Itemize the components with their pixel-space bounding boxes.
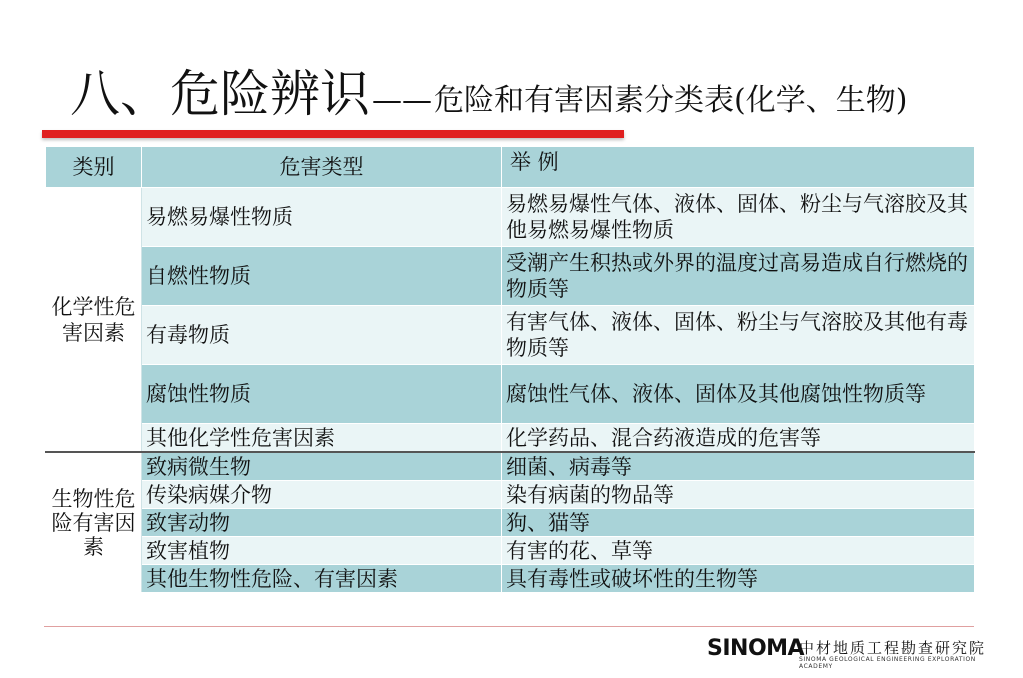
category-chemical: 化学性危害因素 — [46, 188, 142, 453]
hazard-type-cell: 易燃易爆性物质 — [142, 188, 502, 247]
table-row — [46, 424, 975, 453]
example-cell: 具有毒性或破坏性的生物等 — [502, 565, 975, 593]
hazard-type-cell: 其他生物性危险、有害因素 — [142, 565, 502, 593]
hazard-type-cell: 致害植物 — [142, 537, 502, 565]
table-row — [46, 565, 975, 593]
hazard-type-cell: 其他化学性危害因素 — [142, 424, 502, 453]
sinoma-logo — [707, 636, 987, 668]
example-cell: 有害的花、草等 — [502, 537, 975, 565]
slide-title — [70, 52, 907, 124]
table-header-row — [46, 147, 975, 188]
table-row — [46, 537, 975, 565]
example-cell: 有害气体、液体、固体、粉尘与气溶胶及其他有毒物质等 — [502, 306, 975, 365]
example-cell: 受潮产生积热或外界的温度过高易造成自行燃烧的物质等 — [502, 247, 975, 306]
hazard-type-cell: 腐蚀性物质 — [142, 365, 502, 424]
category-biological: 生物性危险有害因素 — [46, 452, 142, 593]
example-cell: 染有病菌的物品等 — [502, 481, 975, 509]
header-example: 举 例 — [502, 147, 975, 188]
header-category: 类别 — [46, 147, 142, 188]
example-cell: 腐蚀性气体、液体、固体及其他腐蚀性物质等 — [502, 365, 975, 424]
example-cell: 狗、猫等 — [502, 509, 975, 537]
table-row — [46, 188, 975, 247]
hazard-type-cell: 致害动物 — [142, 509, 502, 537]
logo-name-en: SINOMA GEOLOGICAL ENGINEERING EXPLORATION ACADEMY — [799, 656, 976, 670]
logo-brand: SINOMA — [707, 636, 805, 661]
example-cell: 易燃易爆性气体、液体、固体、粉尘与气溶胶及其他易燃易爆性物质 — [502, 188, 975, 247]
footer-divider — [44, 626, 974, 627]
table-row — [46, 365, 975, 424]
hazard-type-cell: 自燃性物质 — [142, 247, 502, 306]
table-row — [46, 247, 975, 306]
header-hazard-type: 危害类型 — [142, 147, 502, 188]
hazard-classification-table — [45, 146, 974, 593]
logo-name-cn: 中材地质工程勘查研究院 — [799, 639, 987, 657]
table-row — [46, 306, 975, 365]
table-row — [46, 509, 975, 537]
hazard-type-cell: 传染病媒介物 — [142, 481, 502, 509]
example-cell: 化学药品、混合药液造成的危害等 — [502, 424, 975, 453]
example-cell: 细菌、病毒等 — [502, 452, 975, 481]
title-underline-bar — [42, 130, 624, 138]
table-row — [46, 452, 975, 481]
title-main: 八、危险辨识 — [70, 65, 370, 123]
hazard-type-cell: 致病微生物 — [142, 452, 502, 481]
title-dash: —— — [372, 83, 432, 118]
title-subtitle: 危险和有害因素分类表(化学、生物) — [434, 83, 908, 118]
table-row — [46, 481, 975, 509]
hazard-type-cell: 有毒物质 — [142, 306, 502, 365]
